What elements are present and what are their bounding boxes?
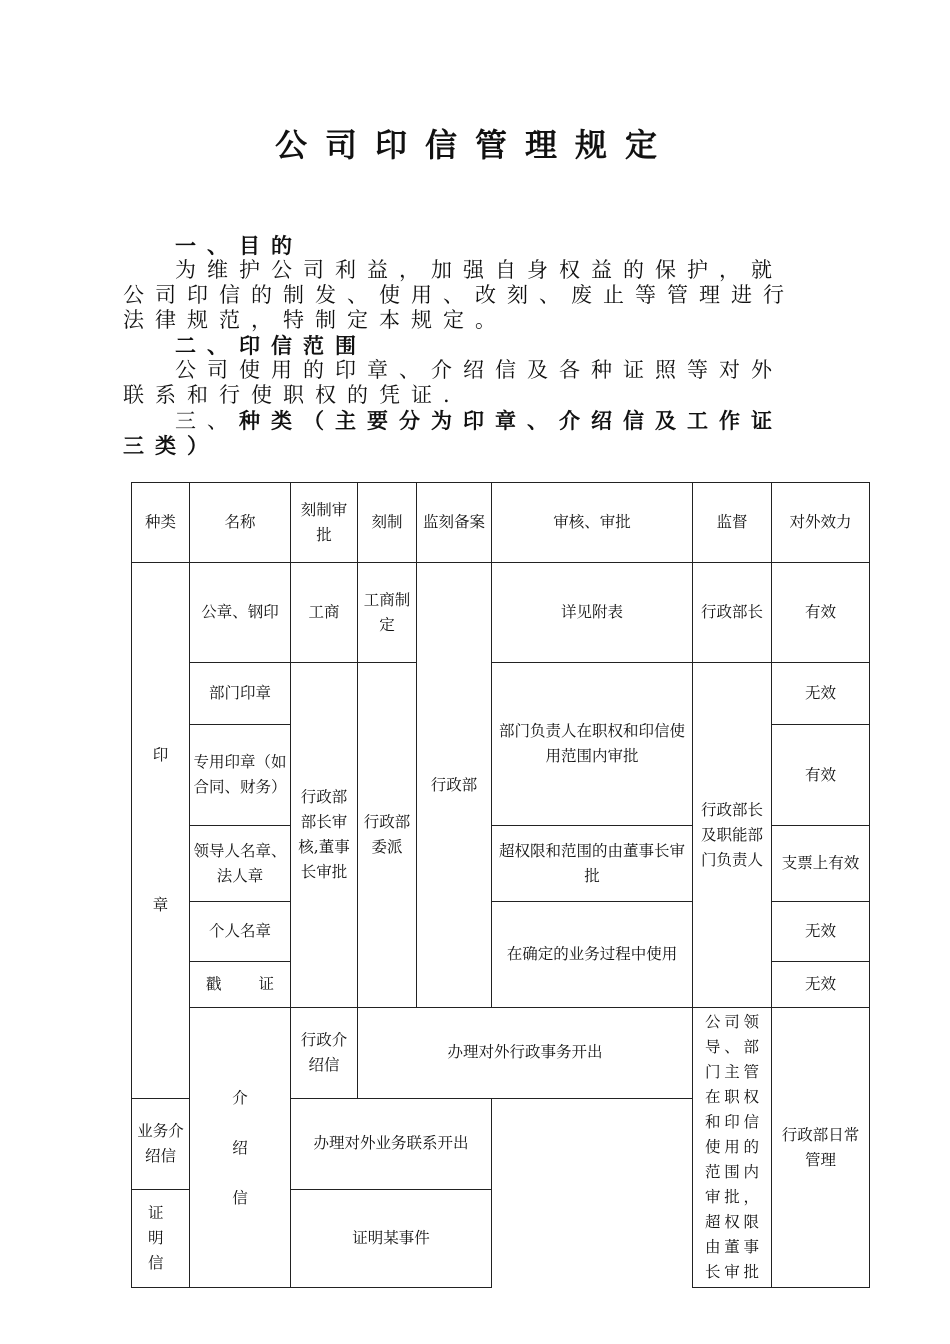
official-seal-supervision: 行政部长 [693,563,772,663]
letter-category-char: 介 [232,1088,248,1107]
leader-seal-validity: 支票上有效 [772,826,870,902]
supervision-group-cell: 行政部长及职能部门负责人 [693,663,772,1008]
leader-seal-review: 超权限和范围的由董事长审批 [492,826,693,902]
header-review: 审核、审批 [492,483,693,563]
business-letter-purpose: 办理对外业务联系开出 [291,1098,492,1189]
section-1-line-3: 法律规范，特制定本规定。 [123,308,507,332]
letter-category-char: 绍 [232,1138,248,1157]
section-3-heading [123,408,875,434]
admin-letter-name: 行政介绍信 [291,1008,358,1099]
business-letter-name: 业务介绍信 [132,1098,190,1189]
header-name: 名称 [190,483,291,563]
section-2-heading: 二、印信范围 [175,333,367,358]
header-supervision: 监督 [693,483,772,563]
header-making-approval: 刻制审批 [291,483,358,563]
dept-review-cell: 部门负责人在职权和印信使用范围内审批 [492,663,693,826]
personal-seal-validity: 无效 [772,902,870,962]
dept-seal-validity: 无效 [772,663,870,725]
official-seal-making: 工商制定 [358,563,417,663]
letter-supervision-cell: 行政部日常管理 [772,1008,870,1288]
official-seal-validity: 有效 [772,563,870,663]
stamp-seal-name: 戳证 [190,962,291,1008]
proof-letter-purpose: 证明某事件 [291,1189,492,1287]
header-filing: 监刻备案 [417,483,492,563]
proof-letter-name: 证明信 [132,1189,190,1287]
table-row [132,563,870,663]
section-3-title: 种类（主要分为印章、介绍信及工作证 [239,408,783,433]
section-2-line-1: 公司使用的印章、介绍信及各种证照等对外 [175,358,783,382]
section-2-line-2: 联系和行使职权的凭证. [123,383,461,407]
admin-letter-purpose: 办理对外行政事务开出 [358,1008,693,1099]
letter-review-cell: 公司领导、部门主管在职权和印信使用的范围内审批，超权限由董事长审批 [693,1008,772,1288]
stamp-seal-validity: 无效 [772,962,870,1008]
making-group-cell: 行政部委派 [358,663,417,1008]
dept-seal-name: 部门印章 [190,663,291,725]
section-3-heading-continued: 三类） [123,433,219,458]
header-category: 种类 [132,483,190,563]
letter-category-cell [190,1008,291,1288]
document-title: 公司印信管理规定 [274,126,675,164]
official-seal-name: 公章、钢印 [190,563,291,663]
filing-cell: 行政部 [417,563,492,1008]
table-row [132,1008,870,1099]
business-review-cell: 在确定的业务过程中使用 [492,902,693,1008]
leader-seal-name: 领导人名章、法人章 [190,826,291,902]
header-validity: 对外效力 [772,483,870,563]
table-header-row [132,483,870,563]
personal-seal-name: 个人名章 [190,902,291,962]
official-seal-review: 详见附表 [492,563,693,663]
seal-category-bottom: 章 [152,896,169,915]
seal-category-top: 印 [152,746,169,765]
section-1-heading: 一、目的 [175,233,303,258]
approval-group-cell: 行政部部长审核,董事长审批 [291,663,358,1008]
seal-category-cell [132,563,190,1099]
seal-types-table [131,482,870,1288]
section-1-line-2: 公司印信的制发、使用、改刻、废止等管理进行 [123,283,795,307]
official-seal-approval: 工商 [291,563,358,663]
section-1-line-1: 为维护公司利益，加强自身权益的保护，就 [175,258,783,282]
section-3-number: 三、 [175,409,239,433]
header-making: 刻制 [358,483,417,563]
special-seal-name: 专用印章（如合同、财务） [190,725,291,826]
special-seal-validity: 有效 [772,725,870,826]
letter-category-char: 信 [232,1188,248,1207]
table-row [132,663,870,725]
